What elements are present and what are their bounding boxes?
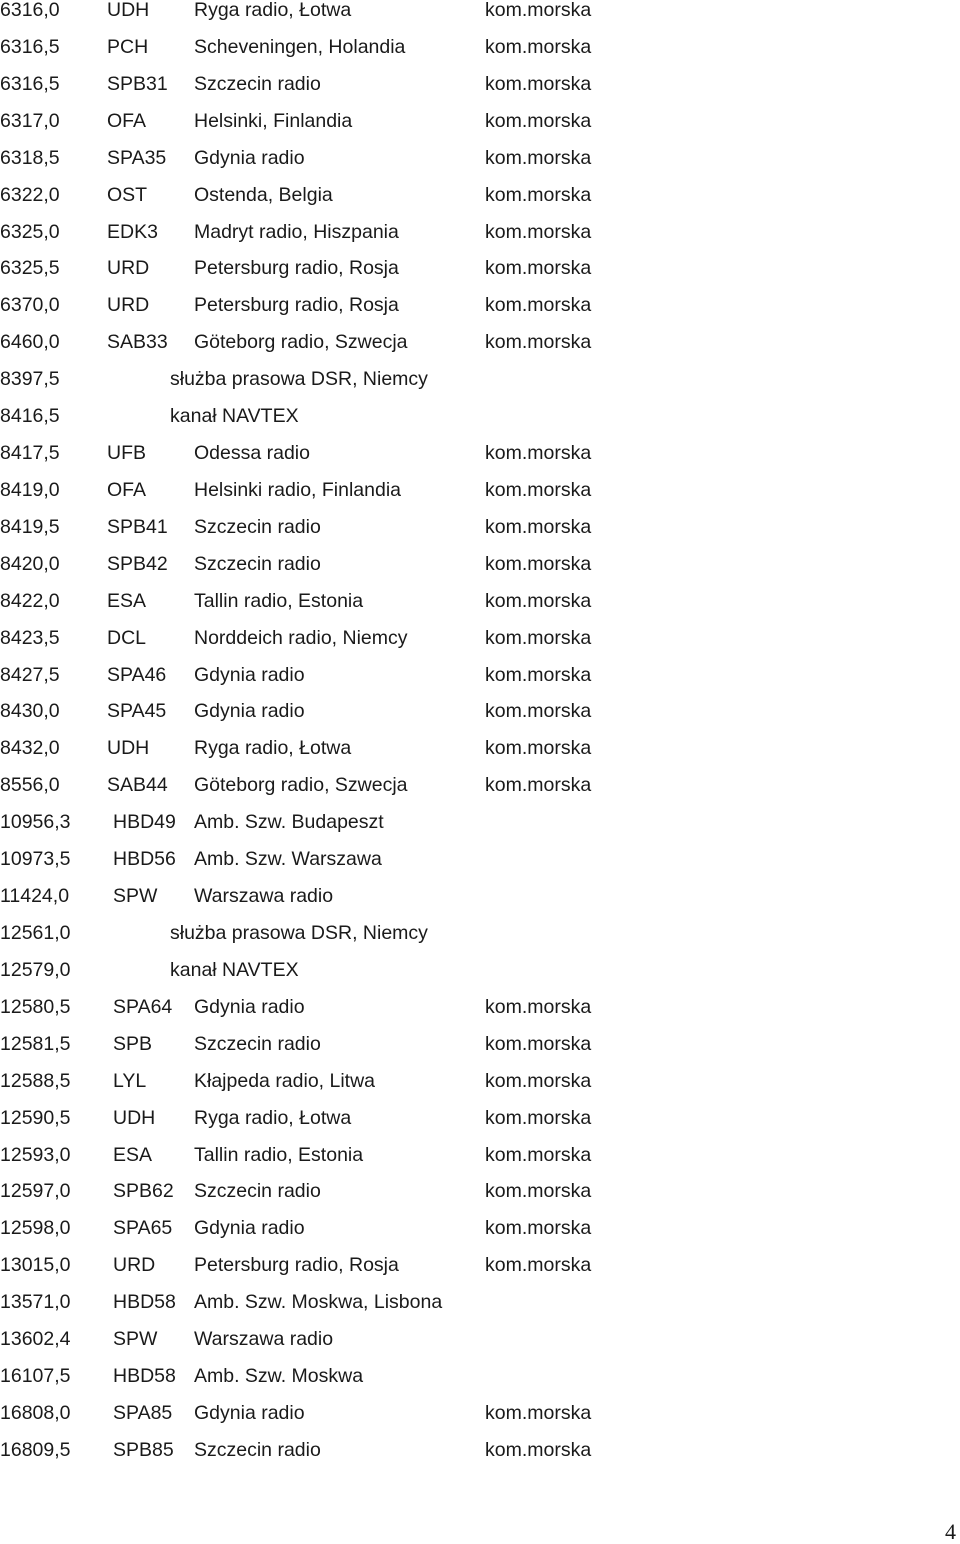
station-name: Szczecin radio: [194, 73, 321, 95]
service-type: kom.morska: [485, 73, 592, 95]
list-item: [0, 738, 960, 768]
call-sign: PCH: [107, 36, 149, 58]
service-type: kom.morska: [485, 1402, 592, 1424]
call-sign: SPB42: [107, 553, 168, 575]
station-name: służba prasowa DSR, Niemcy: [170, 368, 428, 390]
service-type: kom.morska: [485, 1254, 592, 1276]
list-item: [0, 517, 960, 547]
list-item: [0, 1218, 960, 1248]
frequency: 6370,0: [0, 294, 60, 316]
station-name: Petersburg radio, Rosja: [194, 1254, 399, 1276]
frequency: 8420,0: [0, 553, 60, 575]
call-sign: HBD49: [113, 811, 176, 833]
frequency: 13015,0: [0, 1254, 71, 1276]
service-type: kom.morska: [485, 1180, 592, 1202]
frequency: 8419,0: [0, 479, 60, 501]
station-name: Szczecin radio: [194, 1180, 321, 1202]
service-type: kom.morska: [485, 1033, 592, 1055]
service-type: kom.morska: [485, 0, 592, 21]
station-name: Gdynia radio: [194, 996, 305, 1018]
call-sign: OFA: [107, 110, 147, 132]
frequency: 12590,5: [0, 1107, 71, 1129]
frequency: 8556,0: [0, 774, 60, 796]
list-item: [0, 443, 960, 473]
frequency: 11424,0: [0, 885, 70, 907]
frequency: 12561,0: [0, 922, 71, 944]
list-item: [0, 1071, 960, 1101]
station-name: Göteborg radio, Szwecja: [194, 774, 408, 796]
frequency: 6316,5: [0, 73, 60, 95]
service-type: kom.morska: [485, 1070, 592, 1092]
station-name: Ryga radio, Łotwa: [194, 1107, 352, 1129]
service-type: kom.morska: [485, 147, 592, 169]
call-sign: SPB62: [113, 1180, 174, 1202]
station-name: Helsinki, Finlandia: [194, 110, 353, 132]
station-name: Ryga radio, Łotwa: [194, 0, 352, 21]
list-item: [0, 0, 960, 30]
call-sign: LYL: [113, 1070, 147, 1092]
station-name: Amb. Szw. Warszawa: [194, 848, 382, 870]
list-item: [0, 1403, 960, 1433]
list-item: [0, 886, 960, 916]
call-sign: SPA64: [113, 996, 173, 1018]
station-name: Gdynia radio: [194, 1402, 305, 1424]
frequency: 12593,0: [0, 1144, 71, 1166]
list-item: [0, 37, 960, 67]
frequency: 8417,5: [0, 442, 60, 464]
list-item: [0, 1292, 960, 1322]
frequency: 6325,5: [0, 257, 60, 279]
call-sign: OST: [107, 184, 148, 206]
call-sign: ESA: [113, 1144, 153, 1166]
station-name: Madryt radio, Hiszpania: [194, 221, 399, 243]
station-name: Petersburg radio, Rosja: [194, 294, 399, 316]
list-item: [0, 665, 960, 695]
list-item: [0, 997, 960, 1027]
list-item: [0, 554, 960, 584]
list-item: [0, 591, 960, 621]
list-item: [0, 406, 960, 436]
frequency: 16809,5: [0, 1439, 71, 1461]
call-sign: SPA85: [113, 1402, 173, 1424]
list-item: [0, 1108, 960, 1138]
station-name: Göteborg radio, Szwecja: [194, 331, 408, 353]
service-type: kom.morska: [485, 700, 592, 722]
call-sign: SPW: [113, 1328, 158, 1350]
call-sign: HBD58: [113, 1291, 176, 1313]
call-sign: OFA: [107, 479, 147, 501]
list-item: [0, 295, 960, 325]
call-sign: SPB: [113, 1033, 153, 1055]
page-number: 4: [945, 1519, 956, 1544]
list-item: [0, 185, 960, 215]
frequency: 13571,0: [0, 1291, 71, 1313]
list-item: [0, 1181, 960, 1211]
frequency: 8397,5: [0, 368, 60, 390]
call-sign: SPA46: [107, 664, 167, 686]
station-name: Odessa radio: [194, 442, 310, 464]
call-sign: ESA: [107, 590, 147, 612]
station-name: Gdynia radio: [194, 700, 305, 722]
call-sign: DCL: [107, 627, 147, 649]
frequency: 6322,0: [0, 184, 60, 206]
list-item: [0, 258, 960, 288]
frequency: 10973,5: [0, 848, 71, 870]
list-item: [0, 775, 960, 805]
call-sign: EDK3: [107, 221, 158, 243]
call-sign: SPB85: [113, 1439, 174, 1461]
list-item: [0, 1034, 960, 1064]
call-sign: HBD56: [113, 848, 176, 870]
service-type: kom.morska: [485, 737, 592, 759]
service-type: kom.morska: [485, 257, 592, 279]
call-sign: UDH: [113, 1107, 156, 1129]
frequency: 10956,3: [0, 811, 71, 833]
service-type: kom.morska: [485, 294, 592, 316]
station-name: Warszawa radio: [194, 885, 334, 907]
service-type: kom.morska: [485, 664, 592, 686]
service-type: kom.morska: [485, 36, 592, 58]
frequency: 6316,0: [0, 0, 60, 21]
service-type: kom.morska: [485, 996, 592, 1018]
station-name: Szczecin radio: [194, 516, 321, 538]
station-name: Tallin radio, Estonia: [194, 590, 364, 612]
list-item: [0, 74, 960, 104]
frequency: 12579,0: [0, 959, 71, 981]
frequency: 8432,0: [0, 737, 60, 759]
frequency: 8430,0: [0, 700, 60, 722]
station-name: Szczecin radio: [194, 553, 321, 575]
list-item: [0, 923, 960, 953]
call-sign: SAB33: [107, 331, 168, 353]
list-item: [0, 480, 960, 510]
call-sign: SPA45: [107, 700, 167, 722]
service-type: kom.morska: [485, 1439, 592, 1461]
call-sign: SAB44: [107, 774, 168, 796]
call-sign: UFB: [107, 442, 146, 464]
list-item: [0, 1255, 960, 1285]
service-type: kom.morska: [485, 331, 592, 353]
service-type: kom.morska: [485, 553, 592, 575]
service-type: kom.morska: [485, 1217, 592, 1239]
call-sign: URD: [107, 294, 150, 316]
station-name: Szczecin radio: [194, 1439, 321, 1461]
service-type: kom.morska: [485, 110, 592, 132]
station-name: Tallin radio, Estonia: [194, 1144, 364, 1166]
service-type: kom.morska: [485, 774, 592, 796]
frequency: 12581,5: [0, 1033, 71, 1055]
station-name: służba prasowa DSR, Niemcy: [170, 922, 428, 944]
service-type: kom.morska: [485, 221, 592, 243]
frequency: 8427,5: [0, 664, 60, 686]
service-type: kom.morska: [485, 1107, 592, 1129]
frequency: 6317,0: [0, 110, 60, 132]
call-sign: UDH: [107, 737, 150, 759]
service-type: kom.morska: [485, 442, 592, 464]
service-type: kom.morska: [485, 627, 592, 649]
frequency: 12580,5: [0, 996, 71, 1018]
frequency: 8423,5: [0, 627, 60, 649]
frequency: 8422,0: [0, 590, 60, 612]
frequency: 6316,5: [0, 36, 60, 58]
call-sign: SPW: [113, 885, 158, 907]
call-sign: HBD58: [113, 1365, 176, 1387]
service-type: kom.morska: [485, 516, 592, 538]
call-sign: SPB41: [107, 516, 168, 538]
frequency: 8419,5: [0, 516, 60, 538]
station-name: Ostenda, Belgia: [194, 184, 333, 206]
call-sign: SPB31: [107, 73, 168, 95]
station-name: kanał NAVTEX: [170, 405, 299, 427]
list-item: [0, 1366, 960, 1396]
frequency: 6325,0: [0, 221, 60, 243]
frequency: 12588,5: [0, 1070, 71, 1092]
station-name: Kłajpeda radio, Litwa: [194, 1070, 376, 1092]
service-type: kom.morska: [485, 1144, 592, 1166]
frequency: 16107,5: [0, 1365, 71, 1387]
list-item: [0, 812, 960, 842]
call-sign: SPA35: [107, 147, 167, 169]
list-item: [0, 849, 960, 879]
station-name: Amb. Szw. Budapeszt: [194, 811, 384, 833]
station-name: Amb. Szw. Moskwa, Lisbona: [194, 1291, 443, 1313]
frequency: 16808,0: [0, 1402, 71, 1424]
station-name: Scheveningen, Holandia: [194, 36, 406, 58]
station-name: Gdynia radio: [194, 1217, 305, 1239]
call-sign: URD: [113, 1254, 156, 1276]
call-sign: SPA65: [113, 1217, 173, 1239]
frequency: 12598,0: [0, 1217, 71, 1239]
list-item: [0, 369, 960, 399]
frequency: 12597,0: [0, 1180, 71, 1202]
frequency: 8416,5: [0, 405, 60, 427]
list-item: [0, 148, 960, 178]
station-name: Helsinki radio, Finlandia: [194, 479, 402, 501]
station-name: Petersburg radio, Rosja: [194, 257, 399, 279]
service-type: kom.morska: [485, 479, 592, 501]
list-item: [0, 111, 960, 141]
station-name: kanał NAVTEX: [170, 959, 299, 981]
station-name: Gdynia radio: [194, 147, 305, 169]
list-item: [0, 701, 960, 731]
station-name: Norddeich radio, Niemcy: [194, 627, 408, 649]
station-name: Amb. Szw. Moskwa: [194, 1365, 364, 1387]
service-type: kom.morska: [485, 590, 592, 612]
frequency: 6318,5: [0, 147, 60, 169]
service-type: kom.morska: [485, 184, 592, 206]
list-item: [0, 222, 960, 252]
station-name: Gdynia radio: [194, 664, 305, 686]
list-item: [0, 1440, 960, 1470]
list-item: [0, 628, 960, 658]
station-name: Szczecin radio: [194, 1033, 321, 1055]
station-name: Ryga radio, Łotwa: [194, 737, 352, 759]
list-item: [0, 1145, 960, 1175]
frequency: 6460,0: [0, 331, 60, 353]
station-name: Warszawa radio: [194, 1328, 334, 1350]
list-item: [0, 332, 960, 362]
call-sign: URD: [107, 257, 150, 279]
call-sign: UDH: [107, 0, 150, 21]
list-item: [0, 1329, 960, 1359]
list-item: [0, 960, 960, 990]
frequency: 13602,4: [0, 1328, 71, 1350]
